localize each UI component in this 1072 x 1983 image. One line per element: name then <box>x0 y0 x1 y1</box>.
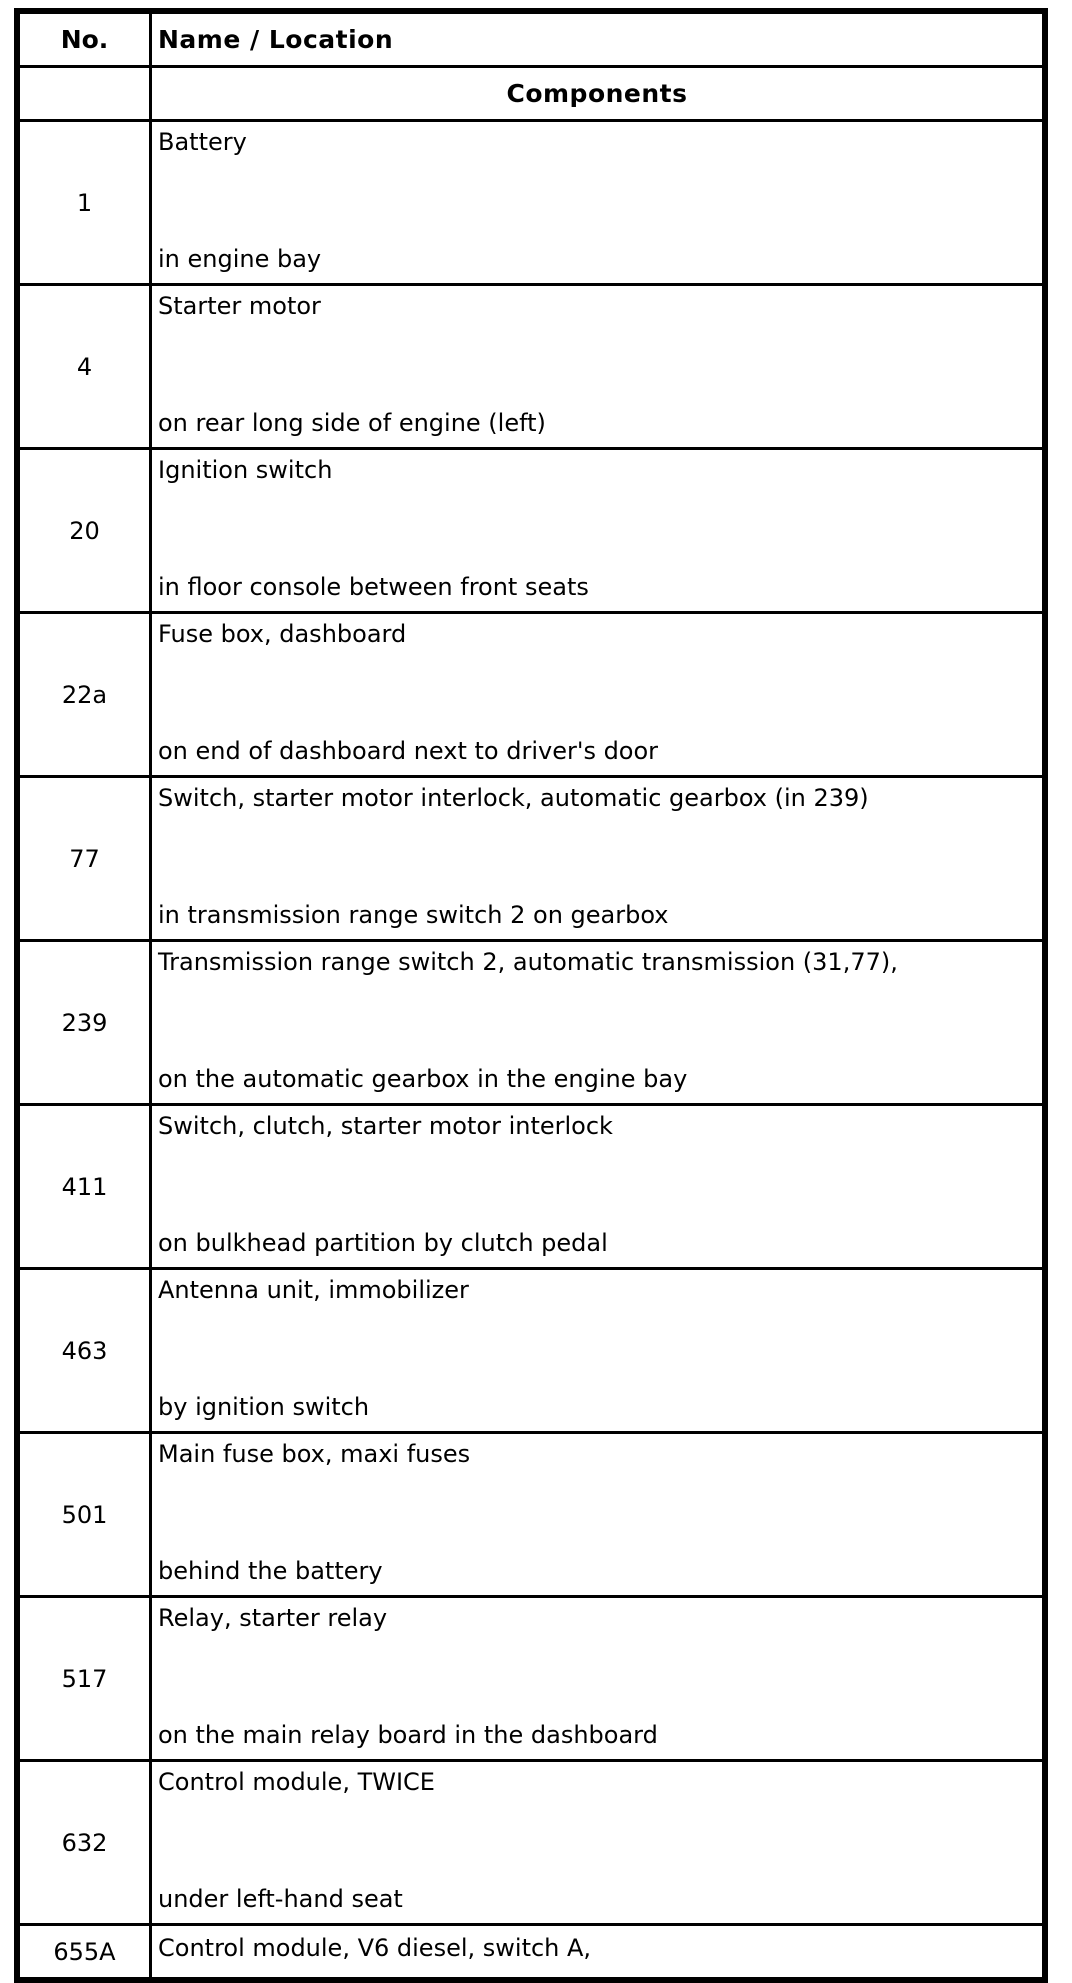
item-number: 20 <box>19 449 151 613</box>
table-row <box>19 613 1044 777</box>
components-table <box>17 11 1045 1980</box>
item-location: behind the battery <box>158 1557 383 1585</box>
table-row <box>19 285 1044 449</box>
item-name: Fuse box, dashboard <box>158 620 407 648</box>
components-table-sheet <box>14 8 1048 1983</box>
item-description-cell <box>151 1925 1044 1979</box>
table-row <box>19 941 1044 1105</box>
item-name: Switch, starter motor interlock, automatic gearbox (in 239) <box>158 784 869 812</box>
column-header-no: No. <box>19 13 151 67</box>
item-location: on the main relay board in the dashboard <box>158 1721 658 1749</box>
section-row <box>19 67 1044 121</box>
table-row <box>19 1105 1044 1269</box>
item-description-cell <box>151 613 1044 777</box>
table-row <box>19 449 1044 613</box>
item-location: in engine bay <box>158 245 322 273</box>
table-row <box>19 1761 1044 1925</box>
table-row <box>19 1597 1044 1761</box>
item-description-cell <box>151 941 1044 1105</box>
item-number: 239 <box>19 941 151 1105</box>
item-number: 77 <box>19 777 151 941</box>
item-description-cell <box>151 1597 1044 1761</box>
item-name: Antenna unit, immobilizer <box>158 1276 469 1304</box>
table-row <box>19 1269 1044 1433</box>
item-location: in transmission range switch 2 on gearbox <box>158 901 669 929</box>
item-location: under left-hand seat <box>158 1885 403 1913</box>
item-description-cell <box>151 1269 1044 1433</box>
table-header-row <box>19 13 1044 67</box>
item-description-cell <box>151 1105 1044 1269</box>
item-location: on end of dashboard next to driver's door <box>158 737 659 765</box>
item-number: 501 <box>19 1433 151 1597</box>
item-description-cell <box>151 121 1044 285</box>
item-number: 632 <box>19 1761 151 1925</box>
item-location: on the automatic gearbox in the engine bay <box>158 1065 688 1093</box>
item-description-cell <box>151 1433 1044 1597</box>
item-description-cell <box>151 285 1044 449</box>
item-description-cell <box>151 1761 1044 1925</box>
item-name: Ignition switch <box>158 456 333 484</box>
item-number: 655A <box>19 1925 151 1979</box>
item-number: 463 <box>19 1269 151 1433</box>
item-name: Switch, clutch, starter motor interlock <box>158 1112 613 1140</box>
table-row <box>19 1433 1044 1597</box>
section-title: Components <box>151 67 1044 121</box>
table-row <box>19 1925 1044 1979</box>
table-row <box>19 121 1044 285</box>
item-location: on rear long side of engine (left) <box>158 409 546 437</box>
item-name: Control module, TWICE <box>158 1768 435 1796</box>
item-location: in floor console between front seats <box>158 573 589 601</box>
item-number: 411 <box>19 1105 151 1269</box>
item-name: Transmission range switch 2, automatic transmission (31,77), <box>158 948 898 976</box>
item-name: Control module, V6 diesel, switch A, <box>158 1934 592 1962</box>
section-row-blank-cell <box>19 67 151 121</box>
item-name: Battery <box>158 128 247 156</box>
item-description-cell <box>151 449 1044 613</box>
item-name: Relay, starter relay <box>158 1604 388 1632</box>
item-number: 22a <box>19 613 151 777</box>
item-number: 1 <box>19 121 151 285</box>
item-name: Main fuse box, maxi fuses <box>158 1440 471 1468</box>
item-description-cell <box>151 777 1044 941</box>
item-name: Starter motor <box>158 292 321 320</box>
table-row <box>19 777 1044 941</box>
column-header-name-location: Name / Location <box>151 13 1044 67</box>
item-location: on bulkhead partition by clutch pedal <box>158 1229 608 1257</box>
item-number: 4 <box>19 285 151 449</box>
item-location: by ignition switch <box>158 1393 370 1421</box>
item-number: 517 <box>19 1597 151 1761</box>
